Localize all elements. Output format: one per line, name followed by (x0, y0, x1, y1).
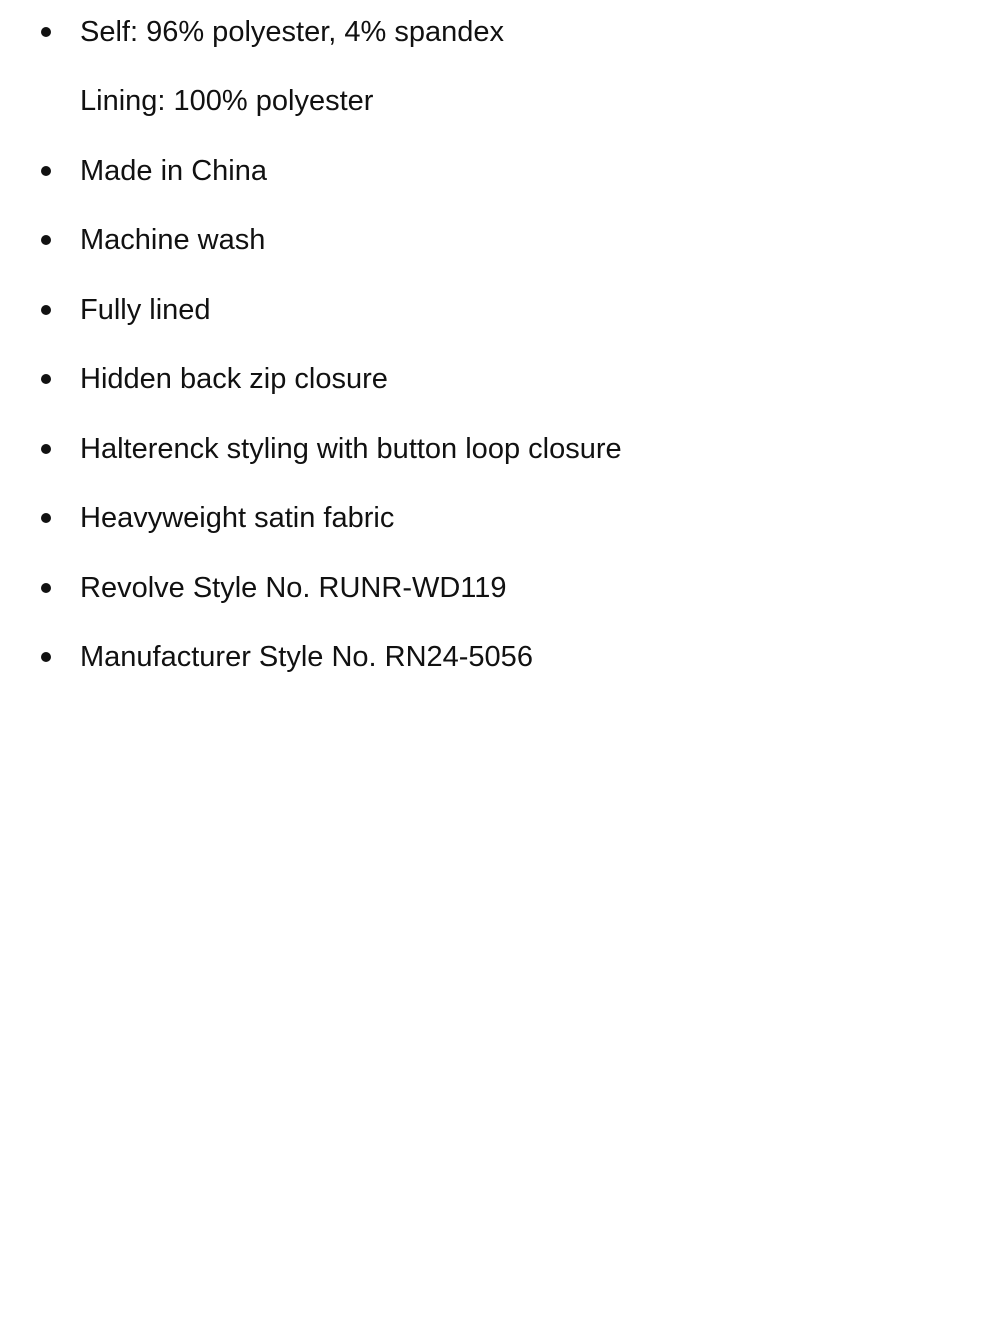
bullet-icon (41, 583, 51, 593)
detail-item-fabric-weight (80, 501, 394, 535)
detail-text: Made in China (80, 155, 267, 187)
detail-item-manufacturer-style (80, 640, 533, 674)
bullet-icon (41, 513, 51, 523)
detail-text: Machine wash (80, 224, 266, 256)
bullet-icon (41, 444, 51, 454)
detail-text: Manufacturer Style No. RN24-5056 (80, 641, 533, 673)
detail-item-origin (80, 154, 267, 188)
detail-text: Heavyweight satin fabric (80, 502, 395, 534)
detail-item-lining (80, 84, 373, 118)
bullet-icon (41, 27, 51, 37)
detail-text: Lining: 100% polyester (80, 85, 374, 117)
detail-item-halter (80, 432, 622, 466)
bullet-icon (41, 166, 51, 176)
bullet-icon (41, 235, 51, 245)
bullet-icon (41, 305, 51, 315)
detail-item-lined (80, 293, 211, 327)
bullet-icon (41, 374, 51, 384)
detail-text: Hidden back zip closure (80, 363, 388, 395)
detail-text: Fully lined (80, 294, 211, 326)
detail-item-care (80, 223, 265, 257)
detail-item-revolve-style (80, 571, 507, 605)
bullet-icon (41, 652, 51, 662)
detail-text: Halterenck styling with button loop closure (80, 433, 622, 465)
detail-text: Self: 96% polyester, 4% spandex (80, 16, 504, 48)
detail-item-self-fabric (80, 15, 504, 49)
detail-item-zip (80, 362, 388, 396)
detail-text: Revolve Style No. RUNR-WD119 (80, 572, 507, 604)
